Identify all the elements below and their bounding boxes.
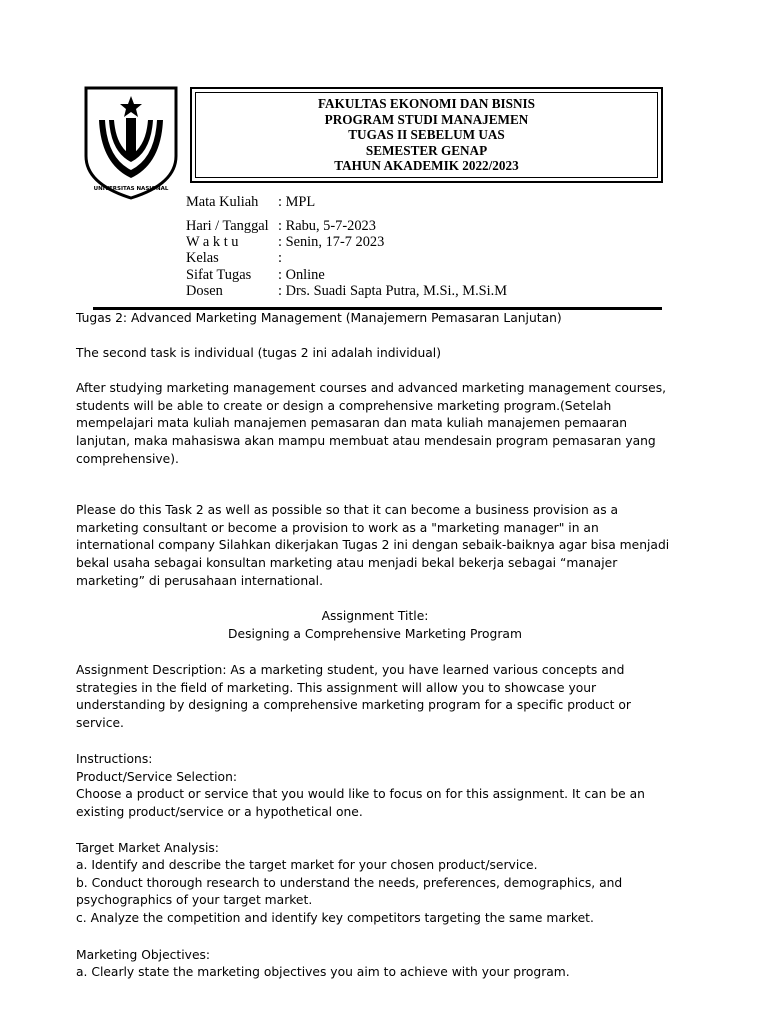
text-line: Please do this Task 2 as well as possible so that it can become a business provision as a bbox=[76, 503, 619, 517]
text-line: existing product/service or a hypothetical one. bbox=[76, 804, 363, 819]
meta-value: : Drs. Suadi Sapta Putra, M.Si., M.Si.M bbox=[278, 283, 508, 299]
meta-label: Kelas bbox=[186, 250, 219, 266]
assignment-description bbox=[76, 662, 631, 733]
text-line: lanjutan, maka mahasiswa akan mampu membuat atau mendesain program pemasaran yang bbox=[76, 434, 656, 449]
assignment-title: Designing a Comprehensive Marketing Program bbox=[228, 627, 522, 641]
product-selection-label: Product/Service Selection: bbox=[76, 770, 238, 784]
text-line: a. Identify and describe the target market for your chosen product/service. bbox=[76, 858, 538, 872]
header-line: FAKULTAS EKONOMI DAN BISNIS bbox=[317, 96, 536, 111]
meta-value: : bbox=[278, 250, 282, 266]
objectives-label: Marketing Objectives: bbox=[76, 948, 211, 962]
text-line: bekal usaha sebagai konsultan marketing atau menjadi bekal bekerja sebagai “manajer bbox=[76, 556, 618, 571]
meta-label: Mata Kuliah bbox=[186, 194, 259, 210]
meta-value: : MPL bbox=[278, 194, 316, 210]
text-line: comprehensive). bbox=[76, 451, 179, 466]
paragraph-after-study bbox=[76, 380, 666, 469]
target-market-label: Target Market Analysis: bbox=[76, 841, 219, 855]
meta-value: : Senin, 17-7 2023 bbox=[278, 234, 385, 250]
university-logo bbox=[83, 86, 179, 200]
target-market-list bbox=[76, 857, 622, 928]
task-title: Tugas 2: Advanced Marketing Management (Manajemern Pemasaran Lanjutan) bbox=[76, 311, 562, 325]
assignment-title-label: Assignment Title: bbox=[321, 609, 429, 623]
text-line: service. bbox=[76, 716, 124, 731]
text-line: psychographics of your target market. bbox=[76, 893, 313, 908]
header-box bbox=[190, 87, 663, 183]
meta-label: W a k t u bbox=[186, 234, 239, 250]
text-line: marketing consultant or become a provision to work as a "marketing manager" in an bbox=[76, 520, 599, 535]
header-title-block bbox=[192, 96, 661, 174]
meta-value: : Rabu, 5-7-2023 bbox=[278, 218, 376, 234]
text-line: international company Silahkan dikerjakan Tugas 2 ini dengan sebaik-baiknya agar bisa menjadi bbox=[76, 538, 670, 553]
meta-value: : Online bbox=[278, 267, 325, 283]
text-line: students will be able to create or design a comprehensive marketing program.(Setelah bbox=[76, 398, 612, 413]
header-line: SEMESTER GENAP bbox=[365, 142, 488, 158]
header-line: TAHUN AKADEMIK 2022/2023 bbox=[334, 158, 519, 173]
individual-note: The second task is individual (tugas 2 ini adalah individual) bbox=[76, 346, 441, 360]
header-line: TUGAS II SEBELUM UAS bbox=[348, 127, 505, 142]
text-line: understanding by designing a comprehensive marketing program for a specific product or bbox=[76, 698, 631, 713]
objectives-list bbox=[76, 964, 570, 982]
text-line: c. Analyze the competition and identify key competitors targeting the same market. bbox=[76, 911, 594, 926]
text-line: Choose a product or service that you would like to focus on for this assignment. It can be an bbox=[76, 787, 645, 801]
product-selection-text bbox=[76, 786, 645, 821]
text-line: After studying marketing management courses and advanced marketing management courses, bbox=[76, 381, 667, 395]
text-line: b. Conduct thorough research to understand the needs, preferences, demographics, and bbox=[76, 875, 623, 890]
text-line: strategies in the field of marketing. This assignment will allow you to showcase your bbox=[76, 680, 597, 695]
header-line: PROGRAM STUDI MANAJEMEN bbox=[324, 111, 529, 127]
meta-label: Sifat Tugas bbox=[186, 267, 252, 283]
text-line: marketing” di perusahaan international. bbox=[76, 573, 323, 588]
meta-label: Hari / Tanggal bbox=[186, 218, 269, 234]
text-line: a. Clearly state the marketing objectives you aim to achieve with your program. bbox=[76, 965, 570, 979]
meta-label: Dosen bbox=[186, 283, 223, 299]
text-line: Assignment Description: As a marketing student, you have learned various concepts and bbox=[76, 663, 625, 677]
svg-text:UNIVERSITAS NASIONAL: UNIVERSITAS NASIONAL bbox=[93, 186, 169, 192]
instructions-label: Instructions: bbox=[76, 752, 153, 766]
paragraph-please-do bbox=[76, 502, 669, 591]
text-line: mempelajari mata kuliah manajemen pemasaran dan mata kuliah manajemen pemaaran bbox=[76, 416, 628, 431]
